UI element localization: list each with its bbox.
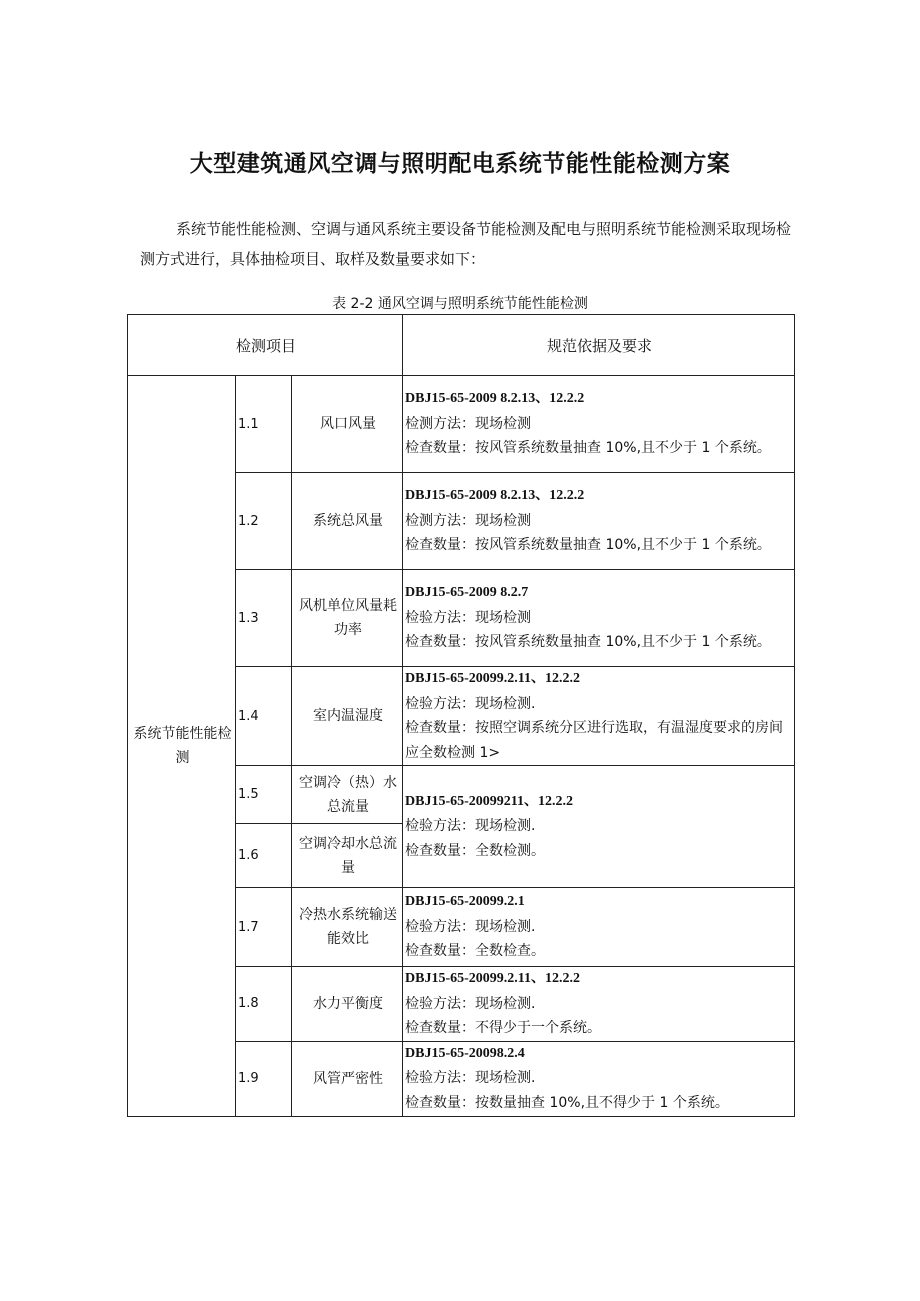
header-item: 检测项目 bbox=[128, 315, 403, 376]
requirement-cell bbox=[403, 766, 795, 888]
item-name: 风口风量 bbox=[292, 376, 403, 473]
requirement-cell bbox=[403, 667, 795, 766]
quantity-text: 检查数量：不得少于一个系统。 bbox=[405, 1020, 602, 1036]
requirement-cell bbox=[403, 570, 795, 667]
quantity-text: 检查数量：全数检查。 bbox=[405, 943, 546, 960]
requirement-cell bbox=[403, 888, 795, 967]
method-text: 检验方法：现场检测. bbox=[405, 695, 536, 712]
table-row bbox=[128, 376, 795, 473]
standard-ref: DBJ15-65-2009 8.2.13、12.2.2 bbox=[405, 391, 585, 407]
category-cell: 系统节能性能检测 bbox=[128, 376, 236, 1117]
requirement-cell bbox=[403, 1041, 795, 1116]
table-header-row bbox=[128, 315, 795, 376]
item-name: 室内温湿度 bbox=[292, 667, 403, 766]
item-name: 空调冷却水总流量 bbox=[292, 824, 403, 888]
quantity-text: 检查数量：按数量抽查 10%,且不得少于 1 个系统。 bbox=[405, 1094, 729, 1111]
method-text: 检验方法：现场检测 bbox=[405, 609, 532, 626]
table-caption: 表 2-2 通风空调与照明系统节能性能检测 bbox=[332, 296, 588, 312]
item-number: 1.3 bbox=[236, 570, 292, 667]
item-number: 1.7 bbox=[236, 888, 292, 967]
item-number: 1.1 bbox=[236, 376, 292, 473]
standard-ref: DBJ15-65-20099.2.11、12.2.2 bbox=[405, 671, 581, 686]
item-number: 1.4 bbox=[236, 667, 292, 766]
method-text: 检验方法：现场检测. bbox=[405, 1070, 536, 1087]
requirement-cell bbox=[403, 376, 795, 473]
quantity-text: 检查数量：按风管系统数量抽查 10%,且不少于 1 个系统。 bbox=[405, 440, 771, 457]
item-name: 空调冷（热）水总流量 bbox=[292, 766, 403, 824]
requirement-cell bbox=[403, 967, 795, 1042]
item-number: 1.6 bbox=[236, 824, 292, 888]
item-number: 1.5 bbox=[236, 766, 292, 824]
method-text: 检验方法：现场检测. bbox=[405, 918, 536, 935]
quantity-text: 检查数量：全数检测。 bbox=[405, 842, 546, 859]
quantity-text: 检查数量：按风管系统数量抽查 10%,且不少于 1 个系统。 bbox=[405, 537, 771, 554]
quantity-text: 检查数量：按照空调系统分区进行选取，有温湿度要求的房间应全数检测 1> bbox=[405, 720, 784, 761]
item-number: 1.8 bbox=[236, 967, 292, 1042]
quantity-text: 检查数量：按风管系统数量抽查 10%,且不少于 1 个系统。 bbox=[405, 634, 771, 651]
item-name: 水力平衡度 bbox=[292, 967, 403, 1042]
item-name: 系统总风量 bbox=[292, 473, 403, 570]
page-title: 大型建筑通风空调与照明配电系统节能性能检测方案 bbox=[189, 151, 731, 177]
method-text: 检测方法：现场检测 bbox=[405, 512, 532, 529]
header-requirement: 规范依据及要求 bbox=[403, 315, 795, 376]
requirement-cell bbox=[403, 473, 795, 570]
standard-ref: DBJ15-65-2009 8.2.7 bbox=[405, 585, 529, 601]
method-text: 检验方法：现场检测. bbox=[405, 995, 536, 1012]
standard-ref: DBJ15-65-20099.2.11、12.2.2 bbox=[405, 971, 581, 986]
standard-ref: DBJ15-65-20099.2.1 bbox=[405, 894, 525, 910]
standard-ref: DBJ15-65-20099211、12.2.2 bbox=[405, 793, 574, 809]
method-text: 检验方法：现场检测. bbox=[405, 818, 536, 835]
method-text: 检测方法：现场检测 bbox=[405, 415, 532, 432]
standard-ref: DBJ15-65-2009 8.2.13、12.2.2 bbox=[405, 488, 585, 504]
item-number: 1.9 bbox=[236, 1041, 292, 1116]
item-name: 风机单位风量耗功率 bbox=[292, 570, 403, 667]
inspection-table bbox=[127, 314, 795, 1117]
standard-ref: DBJ15-65-20098.2.4 bbox=[405, 1045, 525, 1061]
intro-paragraph: 系统节能性能检测、空调与通风系统主要设备节能检测及配电与照明系统节能检测采取现场检测方式进行，具体抽检项目、取样及数量要求如下： bbox=[140, 220, 792, 268]
item-name: 风管严密性 bbox=[292, 1041, 403, 1116]
item-number: 1.2 bbox=[236, 473, 292, 570]
item-name: 冷热水系统输送能效比 bbox=[292, 888, 403, 967]
